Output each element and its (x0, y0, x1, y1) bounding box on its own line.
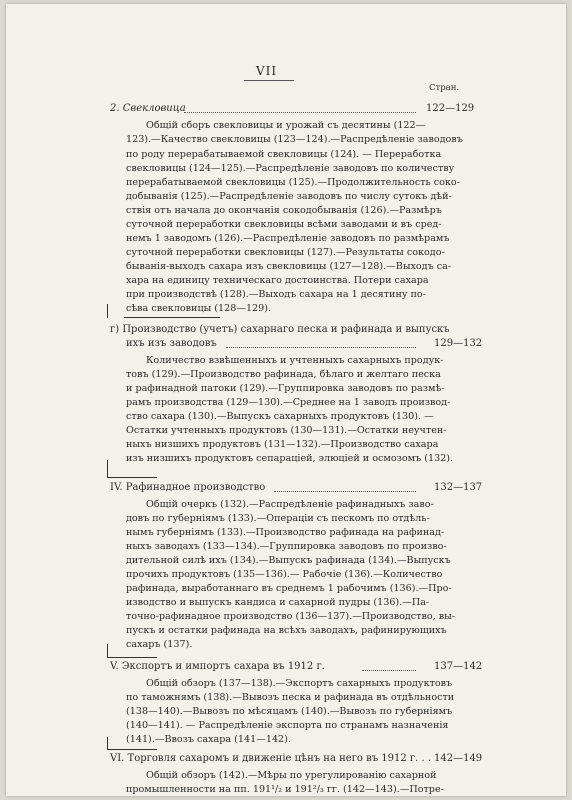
toc-line: при производствѣ (128).—Выходъ сахара на 1 десятину по- (126, 289, 426, 300)
toc-line: 123).—Качество свекловицы (123—124).—Распредѣленiе заводовъ (126, 134, 463, 145)
section-pages-refining: 132—137 (434, 482, 483, 493)
toc-line: ствiя отъ начала до окончанiя сокодобыванiя (126).—Размѣръ (126, 205, 442, 216)
section-title-export: V. Экспортъ и импортъ сахара въ 1912 г. (110, 661, 325, 672)
toc-line: Общiй обзоръ (142).—Мѣры по урегулированiю сахарной (146, 770, 437, 781)
section-separator (124, 317, 220, 318)
toc-line: (138—140).—Вывозъ по мѣсяцамъ (140).—Вывозъ по губернiямъ (126, 706, 453, 717)
toc-line: ныхъ низшихъ продуктовъ (131—132).—Производство сахара (126, 439, 439, 450)
section-separator (107, 657, 157, 658)
toc-line: (140—141). — Распредѣленiе экспорта по странамъ назначенiя (126, 720, 449, 731)
page-column-label: Стран. (429, 83, 460, 93)
toc-line: ныхъ заводахъ (133—134).—Группировка заводовъ по произво- (126, 541, 447, 552)
header-rule (244, 80, 294, 81)
toc-line: товъ (129).—Производство рафинада, бѣлаго и желтаго песка (126, 369, 441, 380)
toc-line: сахаръ (137). (126, 639, 193, 650)
toc-line: нымъ губернiямъ (133).—Производство рафинада на рафинад- (126, 527, 445, 538)
section-pages-trade: 142—149 (434, 753, 483, 764)
toc-line: быванiя-выходъ сахара изъ свекловицы (127—128).—Выходъ са- (126, 261, 452, 272)
toc-line: суточной переработки свекловицы всѣми заводами и въ сред- (126, 219, 442, 230)
section-pages-beet: 122—129 (426, 103, 475, 114)
section-separator (107, 477, 157, 478)
page-number-roman: VII (256, 64, 278, 78)
toc-line: точно-рафинадное производство (136—137).—Производство, вы- (126, 611, 456, 622)
toc-line: дительной силѣ ихъ (134).—Выпускъ рафинада (134).—Выпускъ (126, 555, 451, 566)
section-bracket (107, 460, 108, 478)
section-title-production: г) Производство (учетъ) сахарнаго песка и рафинада и выпускъ (110, 324, 450, 335)
toc-line: и рафинадной патоки (129).—Группировка заводовъ по размѣ- (126, 383, 445, 394)
section-pages-production: 129—132 (434, 338, 483, 349)
section-title-beet: 2. Свекловица (110, 103, 186, 114)
toc-line: рафинада, выработаннаго въ среднемъ 1 рабочимъ (136).—Про- (126, 583, 452, 594)
toc-line: добыванiя (125).—Распредѣленiе заводовъ по числу сутокъ дѣй- (126, 191, 452, 202)
toc-line: по роду перерабатываемой свекловицы (124). — Переработка (126, 149, 442, 160)
section-pages-export: 137—142 (434, 661, 483, 672)
leader-dots (362, 670, 416, 671)
section-title-refining: IV. Рафинадное производство (110, 482, 266, 493)
toc-line: ство сахара (130).—Выпускъ сахарныхъ продуктовъ (130). — (126, 411, 434, 422)
section-bracket (107, 644, 108, 658)
leader-dots (184, 112, 416, 113)
toc-line: рамъ производства (129—130).—Среднее на 1 заводъ производ- (126, 397, 451, 408)
leader-dots (226, 347, 416, 348)
toc-line: Количество взвѣшенныхъ и учтенныхъ сахарныхъ продук- (146, 355, 444, 366)
toc-line: (141).—Ввозъ сахара (141—142). (126, 734, 291, 745)
section-title-production-cont: ихъ изъ заводовъ (126, 338, 217, 349)
toc-line: по таможнямъ (138).—Вывозъ песка и рафинада въ отдѣльности (126, 692, 455, 703)
toc-line: Общiй сборъ свекловицы и урожай съ десятины (122— (146, 120, 426, 131)
toc-line: прочихъ продуктовъ (135—136).— Рабочiе (136).—Количество (126, 569, 443, 580)
toc-line: изводство и выпускъ кандиса и сахарной пудры (136).—Па- (126, 597, 430, 608)
toc-line: изъ низшихъ продуктовъ сепарацiей, элюцiей и осмозомъ (132). (126, 453, 454, 464)
toc-line: Общiй обзоръ (137—138).—Экспортъ сахарныхъ продуктовъ (146, 678, 453, 689)
toc-line: сѣва свекловицы (128—129). (126, 303, 272, 314)
section-title-trade: VI. Торговля сахаромъ и движенiе цѣнъ на него въ 1912 г. . . (110, 753, 432, 764)
toc-line: суточной переработки свекловицы (127).—Результаты сокодо- (126, 247, 445, 258)
toc-line: Общiй очеркъ (132).—Распредѣленiе рафинадныхъ заво- (146, 499, 434, 510)
toc-line: хара на единицу техническаго достоинства. Потери сахара (126, 275, 429, 286)
section-bracket (107, 737, 108, 750)
section-separator (107, 749, 157, 750)
section-bracket (107, 304, 108, 318)
leader-dots (274, 491, 416, 492)
toc-line: немъ 1 заводомъ (126).—Распредѣленiе заводовъ по размѣрамъ (126, 233, 450, 244)
toc-line: свекловицы (124—125).—Распредѣленiе заводовъ по количеству (126, 163, 455, 174)
toc-line: пускъ и остатки рафинада на всѣхъ заводахъ, рафинирующихъ (126, 625, 447, 636)
toc-line: довъ по губернiямъ (133).—Операцiи съ пескомъ по отдѣль- (126, 513, 430, 524)
toc-line: перерабатываемой свекловицы (125).—Продолжительность сoко- (126, 177, 460, 188)
document-page (6, 4, 566, 796)
toc-line: промышленности на пп. 191¹/₂ и 191²/₃ гг. (142—143).—Потре- (126, 784, 444, 795)
toc-line: Остатки учтенныхъ продуктовъ (130—131).—Остатки неучтен- (126, 425, 447, 436)
